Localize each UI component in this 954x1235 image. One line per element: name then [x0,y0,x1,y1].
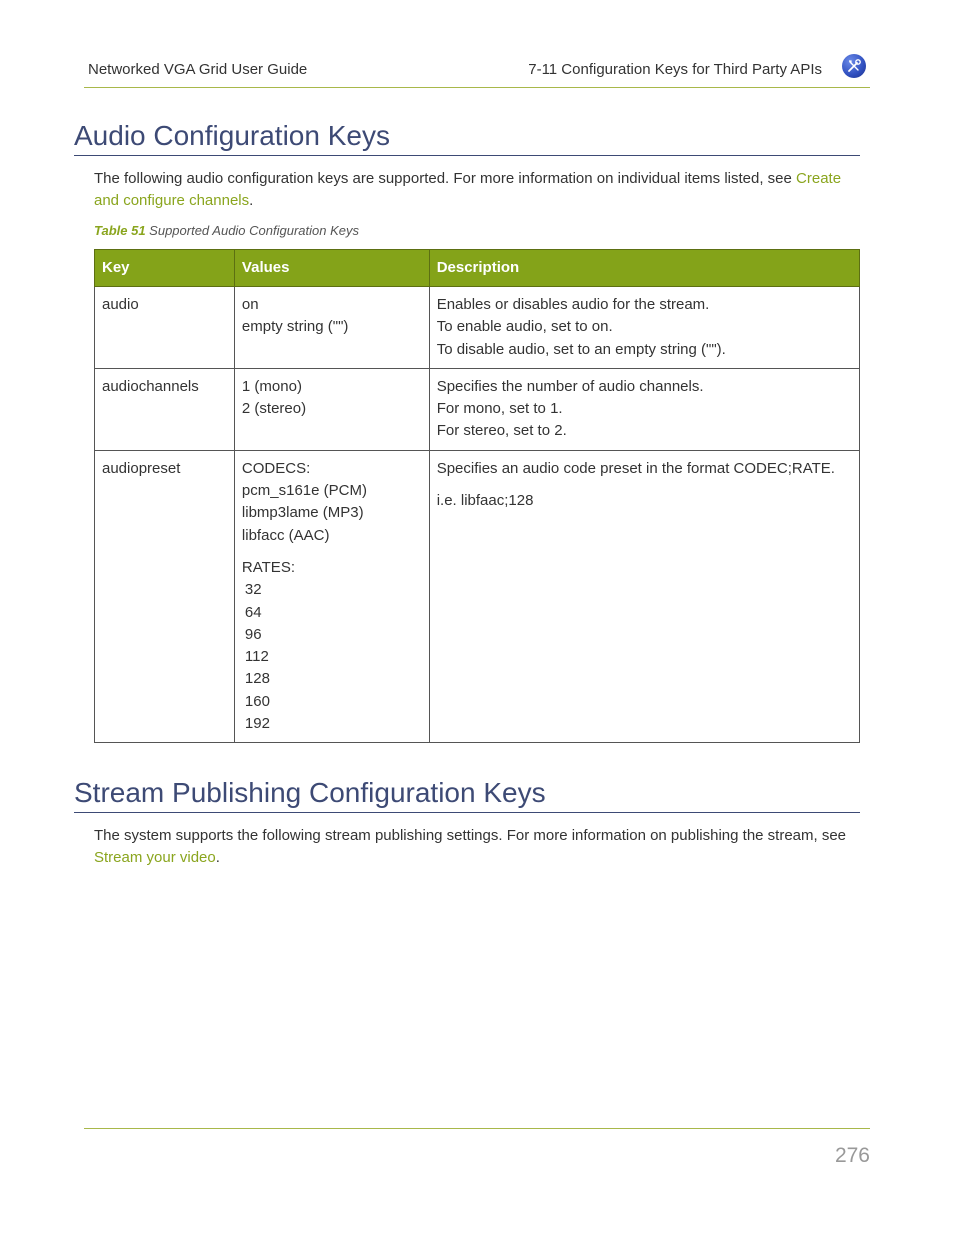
value-line: 1 (mono) [241,377,302,395]
value-line: pcm_s161e (PCM) [241,482,367,500]
page-number: 276 [834,1144,870,1167]
description-line: To enable audio, set to on. [436,318,613,336]
description-line: Specifies the number of audio channels. [436,377,704,395]
stream-intro-text: The system supports the following stream publishing settings. For more information on publishing the stream, see [94,827,847,844]
table-caption [94,223,359,238]
description-line: Specifies an audio code preset in the format CODEC;RATE. [436,459,835,477]
column-header-values: Values [234,250,429,287]
key-cell: audiopreset [95,450,235,743]
value-line: empty string ("") [241,318,349,336]
key-cell: audiochannels [95,368,235,450]
value-line: 2 (stereo) [241,400,307,418]
rate-value: 128 [244,670,270,688]
audio-section-title: Audio Configuration Keys [74,119,860,156]
rate-value: 112 [244,648,269,666]
stream-your-video-link[interactable]: Stream your video [94,849,216,866]
values-cell [234,450,429,743]
audio-keys-table [94,249,860,743]
rate-value: 160 [244,692,270,710]
description-cell [429,287,859,369]
table-caption-number: Table 51 [94,223,146,238]
spacer [437,480,852,490]
value-line: libfacc (AAC) [241,526,330,544]
values-cell [234,368,429,450]
rate-value: 192 [244,715,270,733]
value-line: on [241,296,259,313]
create-configure-channels-link[interactable]: Create and configure channels [94,170,842,209]
description-line: For mono, set to 1. [436,400,563,418]
table-caption-text: Supported Audio Configuration Keys [149,223,359,238]
rates-label: RATES: [241,558,295,576]
table-row [95,368,860,450]
column-header-key: Key [95,250,235,287]
key-cell: audio [95,287,235,369]
stream-section-title: Stream Publishing Configuration Keys [74,776,860,813]
table-row [95,287,860,369]
tools-icon [842,54,866,78]
stream-intro-paragraph [94,825,864,869]
value-line: libmp3lame (MP3) [241,504,364,522]
footer-rule [84,1128,870,1129]
description-cell [429,450,859,743]
rate-value: 32 [244,581,262,599]
rate-value: 96 [244,625,262,643]
description-cell [429,368,859,450]
value-line: CODECS: [241,459,311,477]
chapter-title: 7-11 Configuration Keys for Third Party APIs [528,61,822,78]
description-line: Enables or disables audio for the stream. [436,296,710,313]
column-header-description: Description [429,250,859,287]
description-line: To disable audio, set to an empty string (""). [436,340,726,358]
guide-title: Networked VGA Grid User Guide [88,61,308,78]
audio-intro-text: The following audio configuration keys are supported. For more information on individual items listed, see [94,170,797,187]
page-header [84,52,870,88]
description-example: i.e. libfaac;128 [436,492,534,510]
spacer [242,547,422,557]
table-row [95,450,860,743]
audio-intro-end: . [249,192,254,209]
audio-intro-paragraph [94,168,864,212]
values-cell [234,287,429,369]
rate-value: 64 [244,603,262,621]
table-header-row [95,250,860,287]
description-line: For stereo, set to 2. [436,422,567,440]
stream-intro-end: . [215,849,220,866]
